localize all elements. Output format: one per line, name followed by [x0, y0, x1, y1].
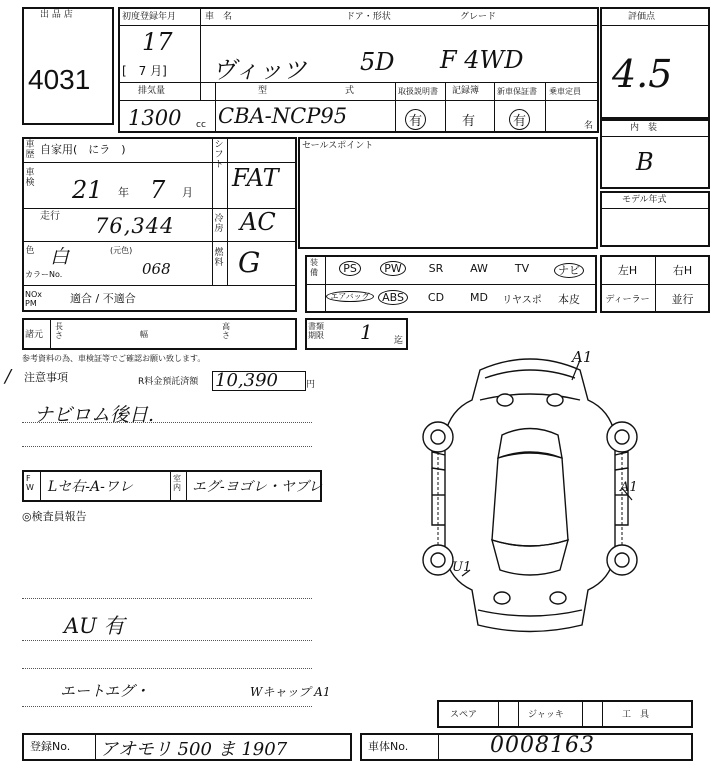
- dealer: ディーラー: [605, 295, 650, 305]
- height-label: 高さ: [222, 322, 230, 340]
- displacement-value: 1300: [128, 106, 182, 130]
- history-label: 車歴: [25, 140, 35, 160]
- equipment-label: 装備: [310, 258, 318, 277]
- model-suffix-label: 式: [345, 86, 355, 96]
- record-value: 有: [462, 114, 476, 129]
- inspector-line1: AU 有: [64, 614, 125, 638]
- equip-airbag: エアバッグ: [326, 291, 374, 302]
- fuel-label: 燃料: [214, 248, 224, 268]
- width-label: 幅: [140, 330, 148, 339]
- inspector-line3: Wキャップ A1: [250, 685, 331, 699]
- nox-label: NOx PM: [25, 290, 43, 308]
- damage-mark-right: A1: [620, 480, 638, 495]
- car-damage-diagram: [410, 340, 650, 650]
- sales-point-label: セールスポイント: [302, 141, 374, 151]
- margin-mark: /: [5, 366, 12, 387]
- attention-label: 注意事項: [24, 371, 68, 384]
- month-char: 月: [182, 186, 193, 199]
- equip-ps: PS: [330, 262, 370, 275]
- eval-score: 4.5: [612, 52, 673, 96]
- car-name-value: ヴィッツ: [212, 56, 307, 84]
- color-no-label: カラーNo.: [25, 270, 63, 279]
- grade-value: F 4WD: [440, 46, 524, 74]
- spare-label: スペア: [450, 710, 478, 720]
- lot-number: 4031: [28, 64, 91, 95]
- chassis-label: 車体No.: [368, 740, 409, 753]
- interior-note-value: エグ-ヨゴレ・ヤブレ: [192, 479, 323, 495]
- aircon-label: 冷房: [214, 214, 224, 234]
- year-char: 年: [118, 186, 129, 199]
- door-value: 5D: [360, 48, 395, 76]
- color-label: 色: [25, 246, 35, 256]
- inspector-line2: エートエグ・: [60, 682, 150, 700]
- equip-cd: CD: [427, 291, 445, 304]
- car-name-label: 車 名: [205, 12, 233, 22]
- equip-rear-spoiler: リヤスポ: [502, 295, 542, 306]
- chassis-value: 0008163: [490, 733, 595, 758]
- attention-text: ナビロム後日.: [34, 404, 155, 426]
- tools-label: 工 具: [622, 710, 650, 720]
- color-no-value: 068: [142, 260, 171, 278]
- nox-value: 適合 / 不適合: [70, 292, 136, 305]
- shift-label: シフト: [214, 140, 224, 170]
- model-value: CBA-NCP95: [218, 104, 348, 128]
- reg-month: [ 7 月]: [122, 64, 167, 78]
- right-hand: 右H: [672, 264, 693, 277]
- cc-label: cc: [196, 120, 206, 130]
- disclaimer: 参考資料の為、車検証等でご確認お願い致します。: [22, 354, 206, 363]
- model-year-label: モデル年式: [622, 195, 667, 205]
- displacement-label: 排気量: [138, 86, 166, 96]
- exhibitor-label: 出 品 店: [40, 10, 73, 20]
- length-label: 長さ: [55, 322, 63, 340]
- manual-label: 取扱説明書: [398, 87, 438, 96]
- parallel: 並行: [671, 293, 694, 306]
- registration-label: 登録No.: [30, 740, 71, 753]
- color-value: 白: [50, 246, 70, 268]
- dimensions-label: 諸元: [25, 330, 44, 340]
- damage-mark-front: A1: [572, 348, 593, 366]
- equip-aw: AW: [470, 262, 488, 275]
- interior-note-label: 室内: [173, 474, 181, 492]
- manual-value: 有: [405, 109, 426, 130]
- warranty-value: 有: [509, 109, 530, 130]
- mileage-label: 走行: [40, 211, 60, 222]
- left-hand: 左H: [617, 264, 638, 277]
- record-label: 記録簿: [452, 86, 480, 96]
- history-value: 自家用( にラ ): [40, 143, 126, 156]
- eval-label: 評価点: [628, 12, 656, 22]
- model-label: 型: [258, 86, 268, 96]
- first-reg-label: 初度登録年月: [122, 12, 177, 22]
- capacity-unit: 名: [584, 121, 594, 131]
- fw-label: F W: [26, 474, 34, 492]
- shaken-year: 21: [72, 176, 103, 204]
- original-color-label: (元色): [110, 246, 133, 255]
- docs-suffix: 迄: [394, 336, 404, 346]
- equip-navi: ナビ: [545, 262, 593, 278]
- door-shape-label: ドア・形状: [346, 12, 391, 22]
- shaken-label: 車検: [25, 168, 35, 188]
- recycle-label: R料金預託済額: [138, 377, 199, 387]
- shaken-month: 7: [150, 176, 166, 204]
- jack-label: ジャッキ: [528, 710, 564, 720]
- grade-label: グレード: [460, 12, 497, 22]
- capacity-label: 乗車定員: [549, 87, 581, 96]
- recycle-unit: 円: [306, 380, 316, 390]
- equip-tv: TV: [514, 262, 530, 275]
- mileage-value: 76,344: [95, 214, 175, 238]
- inspector-label: ◎検査員報告: [22, 510, 87, 523]
- equip-pw: PW: [373, 262, 413, 275]
- recycle-value: 10,390: [215, 370, 278, 391]
- interior-grade: B: [636, 148, 654, 176]
- sales-point-box: [298, 137, 598, 249]
- interior-label: 内 装: [630, 123, 658, 133]
- aircon-value: AC: [240, 208, 276, 236]
- reg-year: 17: [142, 28, 173, 56]
- fw-value: Lセ右-A-ワレ: [48, 479, 133, 495]
- warranty-label: 新車保証書: [497, 87, 537, 96]
- docs-value: 1: [360, 320, 373, 344]
- docs-label: 書類 期限: [308, 322, 324, 340]
- equip-md: MD: [470, 291, 488, 304]
- registration-value: アオモリ 500 ま 1907: [100, 739, 288, 760]
- equip-leather: 本皮: [558, 293, 580, 306]
- equip-sr: SR: [428, 262, 444, 275]
- equip-abs: ABS: [373, 291, 413, 304]
- fuel-value: G: [238, 246, 261, 279]
- shift-value: FAT: [232, 164, 279, 192]
- damage-mark-rear-left: U1: [452, 560, 472, 575]
